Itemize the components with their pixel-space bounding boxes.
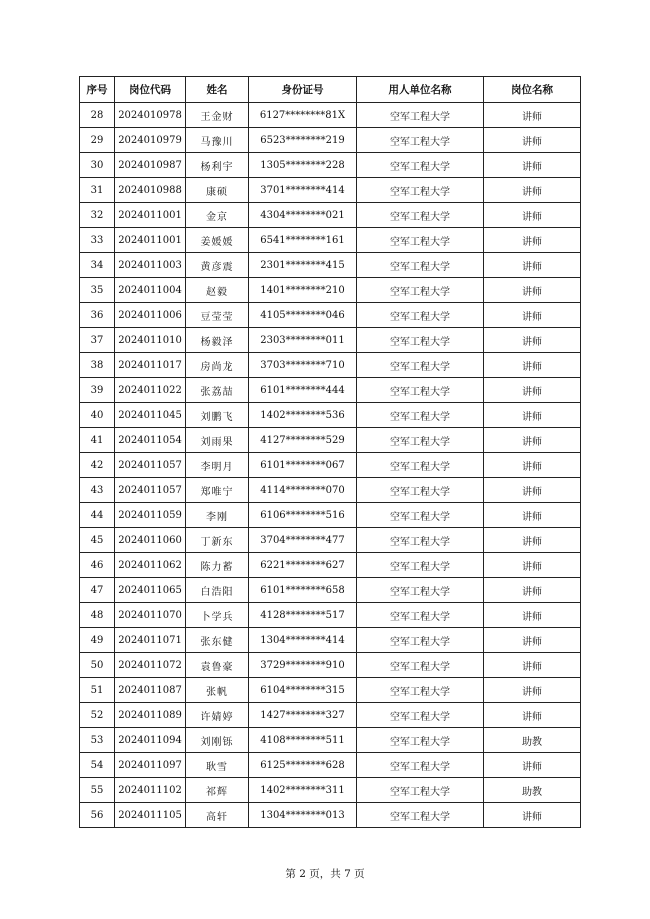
cell-post-title: 讲师 (484, 353, 581, 378)
cell-seq: 48 (80, 603, 115, 628)
cell-name: 房尚龙 (186, 353, 249, 378)
cell-id-number: 3703********710 (249, 353, 357, 378)
table-row (80, 228, 581, 253)
cell-name: 黄彦震 (186, 253, 249, 278)
cell-id-number: 4128********517 (249, 603, 357, 628)
table-body (80, 103, 581, 828)
cell-post-title: 讲师 (484, 503, 581, 528)
cell-post-title: 讲师 (484, 203, 581, 228)
cell-id-number: 2301********415 (249, 253, 357, 278)
table-row (80, 728, 581, 753)
cell-post-title: 讲师 (484, 253, 581, 278)
cell-id-number: 1427********327 (249, 703, 357, 728)
cell-seq: 32 (80, 203, 115, 228)
cell-post-code: 2024011070 (115, 603, 186, 628)
table-row (80, 778, 581, 803)
cell-seq: 28 (80, 103, 115, 128)
page-number: 第 2 页，共 7 页 (285, 868, 365, 880)
header-post-code: 岗位代码 (115, 77, 186, 103)
cell-post-code: 2024011087 (115, 678, 186, 703)
cell-name: 张荔喆 (186, 378, 249, 403)
cell-employer: 空军工程大学 (357, 728, 484, 753)
cell-employer: 空军工程大学 (357, 453, 484, 478)
cell-post-title: 讲师 (484, 153, 581, 178)
cell-post-code: 2024011097 (115, 753, 186, 778)
header-employer: 用人单位名称 (357, 77, 484, 103)
cell-name: 刘鹏飞 (186, 403, 249, 428)
cell-name: 姜媛媛 (186, 228, 249, 253)
cell-seq: 30 (80, 153, 115, 178)
cell-post-title: 讲师 (484, 803, 581, 828)
header-id-number: 身份证号 (249, 77, 357, 103)
table-row (80, 278, 581, 303)
cell-post-code: 2024011060 (115, 528, 186, 553)
cell-employer: 空军工程大学 (357, 803, 484, 828)
cell-name: 王金财 (186, 103, 249, 128)
table-row (80, 328, 581, 353)
table-row (80, 653, 581, 678)
cell-employer: 空军工程大学 (357, 553, 484, 578)
cell-seq: 34 (80, 253, 115, 278)
table-row (80, 753, 581, 778)
cell-id-number: 6101********658 (249, 578, 357, 603)
cell-name: 刘雨果 (186, 428, 249, 453)
cell-post-title: 讲师 (484, 453, 581, 478)
cell-seq: 55 (80, 778, 115, 803)
cell-seq: 41 (80, 428, 115, 453)
table-row (80, 103, 581, 128)
cell-id-number: 4304********021 (249, 203, 357, 228)
cell-name: 耿雪 (186, 753, 249, 778)
cell-post-title: 讲师 (484, 478, 581, 503)
cell-seq: 33 (80, 228, 115, 253)
cell-post-title: 助教 (484, 778, 581, 803)
cell-employer: 空军工程大学 (357, 478, 484, 503)
cell-employer: 空军工程大学 (357, 303, 484, 328)
cell-seq: 36 (80, 303, 115, 328)
cell-seq: 40 (80, 403, 115, 428)
table-row (80, 453, 581, 478)
cell-post-title: 讲师 (484, 428, 581, 453)
cell-post-title: 讲师 (484, 528, 581, 553)
cell-employer: 空军工程大学 (357, 428, 484, 453)
cell-post-code: 2024011071 (115, 628, 186, 653)
cell-name: 许婧婷 (186, 703, 249, 728)
cell-name: 袁鲁豪 (186, 653, 249, 678)
cell-post-code: 2024011001 (115, 228, 186, 253)
table-row (80, 803, 581, 828)
cell-employer: 空军工程大学 (357, 703, 484, 728)
cell-post-code: 2024011105 (115, 803, 186, 828)
cell-name: 康硕 (186, 178, 249, 203)
cell-post-title: 讲师 (484, 703, 581, 728)
table-row (80, 153, 581, 178)
cell-id-number: 1402********311 (249, 778, 357, 803)
cell-seq: 29 (80, 128, 115, 153)
cell-seq: 52 (80, 703, 115, 728)
cell-post-code: 2024011089 (115, 703, 186, 728)
cell-name: 李刚 (186, 503, 249, 528)
cell-employer: 空军工程大学 (357, 178, 484, 203)
cell-id-number: 6106********516 (249, 503, 357, 528)
cell-seq: 49 (80, 628, 115, 653)
cell-name: 张东健 (186, 628, 249, 653)
cell-name: 张帆 (186, 678, 249, 703)
cell-post-title: 讲师 (484, 328, 581, 353)
cell-employer: 空军工程大学 (357, 203, 484, 228)
cell-employer: 空军工程大学 (357, 128, 484, 153)
table-row (80, 528, 581, 553)
cell-post-code: 2024010987 (115, 153, 186, 178)
cell-name: 金京 (186, 203, 249, 228)
cell-employer: 空军工程大学 (357, 628, 484, 653)
cell-id-number: 6127********81X (249, 103, 357, 128)
cell-employer: 空军工程大学 (357, 778, 484, 803)
cell-post-code: 2024011102 (115, 778, 186, 803)
table-row (80, 378, 581, 403)
cell-post-code: 2024011045 (115, 403, 186, 428)
cell-post-title: 讲师 (484, 378, 581, 403)
cell-id-number: 6541********161 (249, 228, 357, 253)
table-row (80, 428, 581, 453)
cell-post-code: 2024011010 (115, 328, 186, 353)
cell-post-code: 2024011072 (115, 653, 186, 678)
cell-post-code: 2024011003 (115, 253, 186, 278)
table-row (80, 603, 581, 628)
cell-employer: 空军工程大学 (357, 378, 484, 403)
cell-post-code: 2024011057 (115, 453, 186, 478)
cell-name: 陈力蓄 (186, 553, 249, 578)
cell-post-title: 讲师 (484, 128, 581, 153)
table-row (80, 678, 581, 703)
cell-id-number: 1304********013 (249, 803, 357, 828)
cell-id-number: 6101********444 (249, 378, 357, 403)
table-row (80, 553, 581, 578)
header-seq: 序号 (80, 77, 115, 103)
cell-seq: 46 (80, 553, 115, 578)
cell-employer: 空军工程大学 (357, 753, 484, 778)
cell-id-number: 4105********046 (249, 303, 357, 328)
cell-post-code: 2024011022 (115, 378, 186, 403)
cell-seq: 51 (80, 678, 115, 703)
cell-employer: 空军工程大学 (357, 153, 484, 178)
cell-seq: 50 (80, 653, 115, 678)
cell-employer: 空军工程大学 (357, 528, 484, 553)
cell-post-code: 2024011006 (115, 303, 186, 328)
table-row (80, 203, 581, 228)
cell-id-number: 2303********011 (249, 328, 357, 353)
cell-employer: 空军工程大学 (357, 103, 484, 128)
cell-seq: 56 (80, 803, 115, 828)
cell-post-code: 2024011059 (115, 503, 186, 528)
cell-post-title: 讲师 (484, 553, 581, 578)
cell-post-title: 讲师 (484, 753, 581, 778)
table-row (80, 303, 581, 328)
cell-post-title: 讲师 (484, 103, 581, 128)
cell-seq: 44 (80, 503, 115, 528)
cell-post-code: 2024011054 (115, 428, 186, 453)
cell-name: 高轩 (186, 803, 249, 828)
table-row (80, 628, 581, 653)
cell-name: 卜学兵 (186, 603, 249, 628)
header-post-title: 岗位名称 (484, 77, 581, 103)
roster-table (79, 76, 581, 828)
cell-post-title: 讲师 (484, 228, 581, 253)
cell-id-number: 6125********628 (249, 753, 357, 778)
table-row (80, 703, 581, 728)
cell-employer: 空军工程大学 (357, 328, 484, 353)
table-header-row (80, 77, 581, 103)
cell-post-code: 2024011094 (115, 728, 186, 753)
cell-employer: 空军工程大学 (357, 653, 484, 678)
cell-name: 祁辉 (186, 778, 249, 803)
header-name: 姓名 (186, 77, 249, 103)
cell-post-title: 讲师 (484, 578, 581, 603)
cell-name: 马豫川 (186, 128, 249, 153)
cell-post-title: 讲师 (484, 278, 581, 303)
cell-post-code: 2024010988 (115, 178, 186, 203)
cell-seq: 43 (80, 478, 115, 503)
cell-name: 丁新东 (186, 528, 249, 553)
cell-seq: 47 (80, 578, 115, 603)
cell-seq: 35 (80, 278, 115, 303)
cell-seq: 42 (80, 453, 115, 478)
cell-post-title: 讲师 (484, 303, 581, 328)
cell-post-code: 2024011004 (115, 278, 186, 303)
table-row (80, 128, 581, 153)
cell-id-number: 6104********315 (249, 678, 357, 703)
cell-seq: 45 (80, 528, 115, 553)
cell-id-number: 1401********210 (249, 278, 357, 303)
cell-employer: 空军工程大学 (357, 353, 484, 378)
cell-employer: 空军工程大学 (357, 603, 484, 628)
cell-id-number: 4127********529 (249, 428, 357, 453)
cell-seq: 39 (80, 378, 115, 403)
cell-id-number: 1402********536 (249, 403, 357, 428)
table-row (80, 503, 581, 528)
table-row (80, 178, 581, 203)
cell-seq: 31 (80, 178, 115, 203)
cell-post-title: 讲师 (484, 628, 581, 653)
cell-id-number: 1305********228 (249, 153, 357, 178)
table-row (80, 478, 581, 503)
table-row (80, 578, 581, 603)
cell-id-number: 6523********219 (249, 128, 357, 153)
table-row (80, 353, 581, 378)
cell-post-title: 讲师 (484, 603, 581, 628)
cell-post-code: 2024010979 (115, 128, 186, 153)
cell-id-number: 3704********477 (249, 528, 357, 553)
table-row (80, 403, 581, 428)
cell-id-number: 1304********414 (249, 628, 357, 653)
cell-seq: 38 (80, 353, 115, 378)
cell-name: 杨毅泽 (186, 328, 249, 353)
cell-seq: 53 (80, 728, 115, 753)
cell-post-title: 讲师 (484, 653, 581, 678)
cell-post-code: 2024011057 (115, 478, 186, 503)
cell-employer: 空军工程大学 (357, 503, 484, 528)
cell-id-number: 3701********414 (249, 178, 357, 203)
cell-seq: 54 (80, 753, 115, 778)
cell-name: 刘刚铄 (186, 728, 249, 753)
cell-name: 赵毅 (186, 278, 249, 303)
cell-name: 白浩阳 (186, 578, 249, 603)
cell-name: 豆莹莹 (186, 303, 249, 328)
cell-post-code: 2024011001 (115, 203, 186, 228)
cell-post-title: 讲师 (484, 178, 581, 203)
cell-name: 郑唯宁 (186, 478, 249, 503)
cell-post-code: 2024011017 (115, 353, 186, 378)
cell-name: 杨利宇 (186, 153, 249, 178)
cell-employer: 空军工程大学 (357, 403, 484, 428)
cell-id-number: 4108********511 (249, 728, 357, 753)
cell-post-code: 2024011062 (115, 553, 186, 578)
cell-seq: 37 (80, 328, 115, 353)
cell-post-code: 2024011065 (115, 578, 186, 603)
cell-employer: 空军工程大学 (357, 253, 484, 278)
cell-employer: 空军工程大学 (357, 678, 484, 703)
cell-employer: 空军工程大学 (357, 278, 484, 303)
cell-post-code: 2024010978 (115, 103, 186, 128)
cell-post-title: 助教 (484, 728, 581, 753)
cell-employer: 空军工程大学 (357, 228, 484, 253)
cell-id-number: 6101********067 (249, 453, 357, 478)
cell-name: 李明月 (186, 453, 249, 478)
cell-post-title: 讲师 (484, 403, 581, 428)
cell-employer: 空军工程大学 (357, 578, 484, 603)
cell-id-number: 3729********910 (249, 653, 357, 678)
cell-id-number: 6221********627 (249, 553, 357, 578)
table-row (80, 253, 581, 278)
cell-post-title: 讲师 (484, 678, 581, 703)
cell-id-number: 4114********070 (249, 478, 357, 503)
